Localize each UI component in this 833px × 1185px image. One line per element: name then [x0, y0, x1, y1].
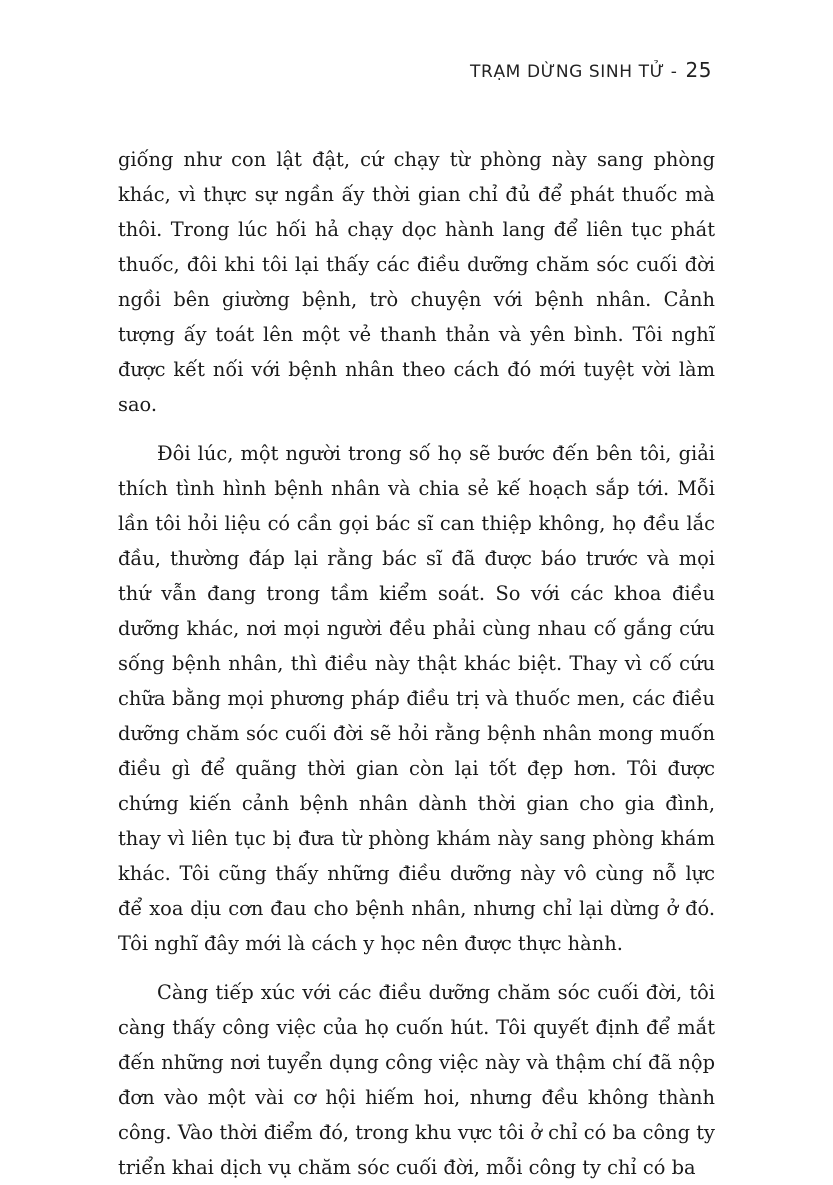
book-title: TRẠM DỪNG SINH TỬ	[470, 62, 665, 82]
paragraph: Đôi lúc, một người trong số họ sẽ bước đến bên tôi, giải thích tình hình bệnh nhân và chia sẻ kế hoạch sắp tới. Mỗi lần tôi hỏi liệu có cần gọi bác sĩ can thiệp không, họ đều lắc đầu, thường đáp lại rằng bác sĩ đã được báo trước và mọi thứ vẫn đang trong tầm kiểm soát. So với các khoa điều dưỡng khác, nơi mọi người đều phải cùng nhau cố gắng cứu sống bệnh nhân, thì điều này thật khác biệt. Thay vì cố cứu chữa bằng mọi phương pháp điều trị và thuốc men, các điều dưỡng chăm sóc cuối đời sẽ hỏi rằng bệnh nhân mong muốn điều gì để quãng thời gian còn lại tốt đẹp hơn. Tôi được chứng kiến cảnh bệnh nhân dành thời gian cho gia đình, thay vì liên tục bị đưa từ phòng khám này sang phòng khám khác. Tôi cũng thấy những điều dưỡng này vô cùng nỗ lực để xoa dịu cơn đau cho bệnh nhân, nhưng chỉ lại dừng ở đó. Tôi nghĩ đây mới là cách y học nên được thực hành.	[118, 442, 715, 955]
running-header	[470, 58, 712, 82]
paragraph: Càng tiếp xúc với các điều dưỡng chăm sóc cuối đời, tôi càng thấy công việc của họ cuốn hút. Tôi quyết định để mắt đến những nơi tuyển dụng công việc này và thậm chí đã nộp đơn vào một vài cơ hội hiếm hoi, nhưng đều không thành công. Vào thời điểm đó, trong khu vực tôi ở chỉ có ba công ty triển khai dịch vụ chăm sóc cuối đời, mỗi công ty chỉ có ba	[118, 981, 715, 1179]
body-text	[118, 142, 715, 1185]
paragraph-continued: giống như con lật đật, cứ chạy từ phòng này sang phòng khác, vì thực sự ngần ấy thời gian chỉ đủ để phát thuốc mà thôi. Trong lúc hối hả chạy dọc hành lang để liên tục phát thuốc, đôi khi tôi lại thấy các điều dưỡng chăm sóc cuối đời ngồi bên giường bệnh, trò chuyện với bệnh nhân. Cảnh tượng ấy toát lên một vẻ thanh thản và yên bình. Tôi nghĩ được kết nối với bệnh nhân theo cách đó mới tuyệt vời làm sao.	[118, 148, 715, 416]
page-number: 25	[685, 58, 712, 82]
header-separator: -	[664, 62, 684, 82]
